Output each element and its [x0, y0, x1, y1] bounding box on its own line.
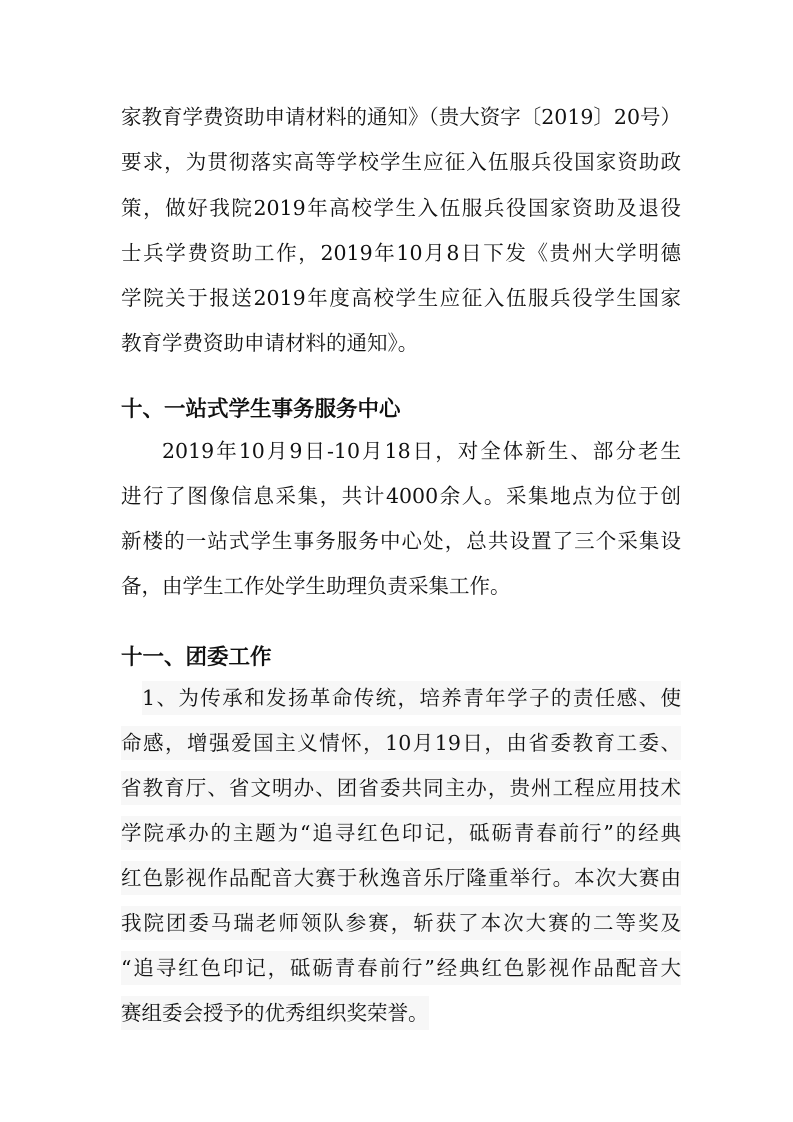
section-11-line-1: 1、为传承和发扬革命传统，培养青年学子的责任感、使 — [142, 681, 681, 715]
section-11-line-6: 我院团委马瑞老师领队参赛，斩获了本次大赛的二等奖及 — [121, 906, 681, 940]
section-11-line-7: “追寻红色印记，砥砺青春前行”经典红色影视作品配音大 — [121, 951, 681, 985]
section-11-line-3: 省教育厅、省文明办、团省委共同主办，贵州工程应用技术 — [121, 771, 681, 805]
section-11-line-4: 学院承办的主题为“追寻红色印记，砥砺青春前行”的经典 — [121, 816, 681, 850]
intro-line-6: 教育学费资助申请材料的通知》。 — [121, 331, 419, 355]
section-10-line-4: 备，由学生工作处学生助理负责采集工作。 — [121, 574, 511, 598]
intro-line-1: 家教育学费资助申请材料的通知》（贵大资字〔2019〕20号） — [121, 105, 682, 129]
section-10-line-1: 2019年10月9日-10月18日，对全体新生、部分老生 — [162, 439, 681, 463]
section-10-line-2: 进行了图像信息采集，共计4000余人。采集地点为位于创 — [121, 484, 681, 508]
section-11-line-8: 赛组委会授予的优秀组织奖荣誉。 — [121, 996, 429, 1030]
section-11-line-5: 红色影视作品配音大赛于秋逸音乐厅隆重举行。本次大赛由 — [121, 861, 681, 895]
section-11-title: 十一、团委工作 — [121, 645, 272, 670]
section-10-line-3: 新楼的一站式学生事务服务中心处，总共设置了三个采集设 — [121, 529, 681, 553]
section-10-title: 十、一站式学生事务服务中心 — [121, 397, 401, 422]
intro-line-2: 要求，为贯彻落实高等学校学生应征入伍服兵役国家资助政 — [121, 150, 681, 174]
intro-line-3: 策，做好我院2019年高校学生入伍服兵役国家资助及退役 — [121, 196, 681, 220]
intro-line-4: 士兵学费资助工作，2019年10月8日下发《贵州大学明德 — [121, 241, 681, 265]
intro-line-5: 学院关于报送2019年度高校学生应征入伍服兵役学生国家 — [121, 286, 681, 310]
section-11-line-2: 命感，增强爱国主义情怀，10月19日，由省委教育工委、 — [121, 726, 681, 760]
